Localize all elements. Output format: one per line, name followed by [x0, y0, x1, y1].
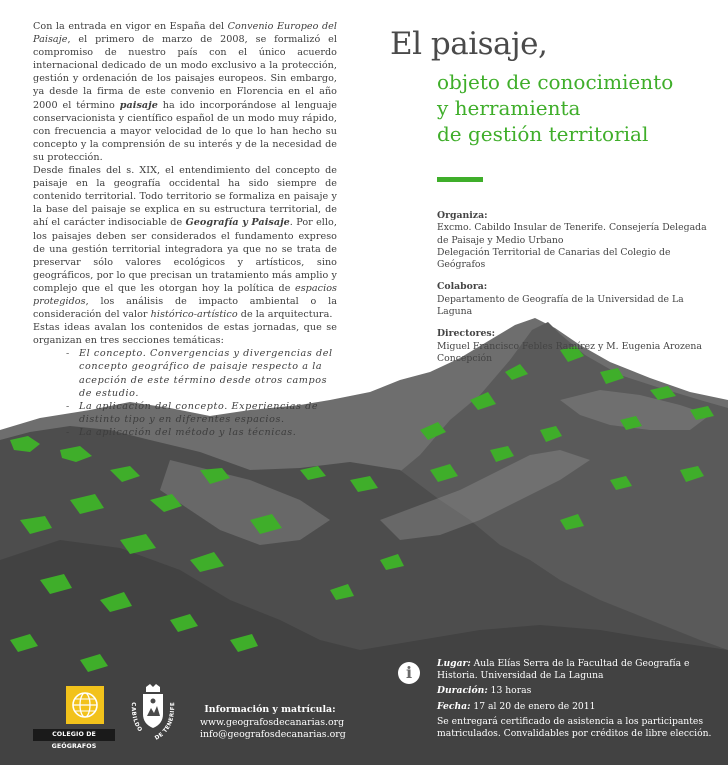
fecha-text: 17 al 20 de enero de 2011: [470, 700, 596, 712]
intro-text-span: . Por ello, los paisajes deben ser considerados el fundamento expreso de una gestión territorial integradora ya que no se trata de preservar sólo valores ecológicos y artísticos, sino geográficos, por lo que precisan un tratamiento más amplio y complejo que el que les otorgan hoy la política de: [33, 217, 337, 294]
subtitle-line: objeto de conocimiento: [437, 70, 674, 94]
subtitle-line: de gestión territorial: [437, 122, 649, 146]
subtitle-line: y herramienta: [437, 96, 581, 120]
sections-list: [33, 347, 337, 439]
term-paisaje: paisaje: [119, 99, 158, 111]
fecha-label: Fecha:: [437, 700, 471, 712]
intro-text-span: ha ido incorporándose al lenguaje conservacionista y científico español de un modo muy rápido, con frecuencia a mayor velocidad de lo que lo han hecho su concepto y la comprensión de su interés y de la necesidad de su protección.: [33, 99, 337, 163]
lugar-label: Lugar:: [437, 658, 471, 669]
cabildo-tenerife-logo: [126, 684, 180, 748]
dash-marker: -: [66, 400, 70, 412]
colabora-section: [437, 281, 712, 318]
list-item-text: La aplicación del método y las técnicas.: [79, 426, 297, 438]
dash-marker: -: [66, 426, 70, 438]
duracion-text: 13 horas: [487, 685, 532, 697]
credits-block: [437, 210, 712, 375]
organiza-label: Organiza:: [437, 210, 488, 221]
term-geografia-paisaje: Geografía y Paisaje: [185, 217, 290, 229]
colegio-logo-label: COLEGIO DE GEÓGRAFOS: [33, 729, 115, 741]
cabildo-label-left: CABILDO: [129, 702, 144, 734]
intro-text-span: de la arquitectura.: [237, 309, 333, 321]
directores-section: [437, 328, 712, 365]
contact-email-link[interactable]: info@geografosdecanarias.org: [200, 729, 346, 741]
colegio-geografos-logo: [33, 686, 113, 750]
intro-text-span: Con la entrada en vigor en España del: [33, 21, 228, 32]
organiza-line: Delegación Territorial de Canarias del Colegio de Geógrafos: [437, 246, 671, 271]
list-item-text: La aplicación del concepto. Experiencias de distinto tipo y en diferentes espacios.: [79, 400, 319, 425]
lugar-line: [437, 658, 717, 682]
intro-text-span: , los análisis de impacto ambiental o la consideración del valor: [33, 295, 337, 321]
lugar-text: Aula Elías Serra de la Facultad de Geografía e Historia. Universidad de La Laguna: [437, 658, 690, 682]
event-details: [437, 658, 717, 743]
list-item: [33, 347, 337, 399]
list-item: [33, 400, 337, 426]
fecha-line: [437, 701, 717, 713]
list-item: [33, 426, 337, 439]
duracion-line: [437, 685, 717, 697]
globe-icon: [66, 686, 104, 724]
colabora-text: Departamento de Geografía de la Universidad de La Laguna: [437, 293, 684, 318]
organiza-line: Excmo. Cabildo Insular de Tenerife. Consejería Delegada de Paisaje y Medio Urbano: [437, 222, 707, 246]
intro-paragraph-3: Estas ideas avalan los contenidos de estas jornadas, que se organizan en tres secciones temáticas:: [33, 322, 337, 347]
colegio-logo-square: [66, 686, 104, 724]
duracion-label: Duración:: [437, 685, 488, 697]
page-subtitle: [437, 69, 673, 147]
directores-label: Directores:: [437, 328, 496, 340]
certificado-line: Se entregará certificado de asistencia a los participantes matriculados. Convalidables por créditos de libre elección.: [437, 715, 712, 740]
directores-text: Miguel Francisco Febles Ramírez y M. Eugenia Arozena Concepción: [437, 340, 702, 364]
intro-text: [33, 20, 337, 439]
intro-paragraph-1: [33, 20, 337, 164]
contact-web-link[interactable]: www.geografosdecanarias.org: [200, 716, 345, 728]
organiza-section: [437, 210, 712, 271]
page-title: El paisaje,: [390, 26, 548, 62]
dash-marker: -: [66, 348, 70, 360]
convenio-title: Convenio Europeo del Paisaje: [33, 21, 337, 46]
intro-paragraph-2: [33, 164, 337, 321]
list-item-text: El concepto. Convergencias y divergencias del concepto geográfico de paisaje respecto a la acepción de este término desde otros campos de estudio.: [79, 348, 333, 399]
contact-block: [200, 704, 346, 742]
accent-divider: [437, 177, 483, 182]
coat-of-arms-icon: [126, 684, 180, 748]
term-espacios-protegidos: espacios protegidos: [33, 282, 337, 307]
contact-heading: Información y matrícula:: [204, 704, 336, 715]
term-historico-artistico: histórico-artístico: [150, 309, 238, 321]
info-icon: i: [398, 662, 420, 684]
colabora-label: Colabora:: [437, 281, 488, 293]
svg-text:CABILDO: [130, 702, 143, 733]
intro-text-span: Desde finales del s. XIX, el entendimiento del concepto de paisaje en la geografía occidental ha sido siempre de contenido territorial. Todo territorio se formaliza en paisaje y la base del paisaje se explica en su estructura territorial, de ahí el carácter indisociable de: [33, 165, 337, 229]
cabildo-label-right: DE TENERIFE: [154, 701, 177, 742]
intro-text-span: , el primero de marzo de 2008, se formalizó el compromiso de nuestro país con el único acuerdo internacional dedicado de un modo exclusivo a la protección, gestión y ordenación de los paisajes europeos. Sin embargo, ya desde la firma de este convenio en Florencia en el año 2000 el término: [33, 34, 337, 111]
